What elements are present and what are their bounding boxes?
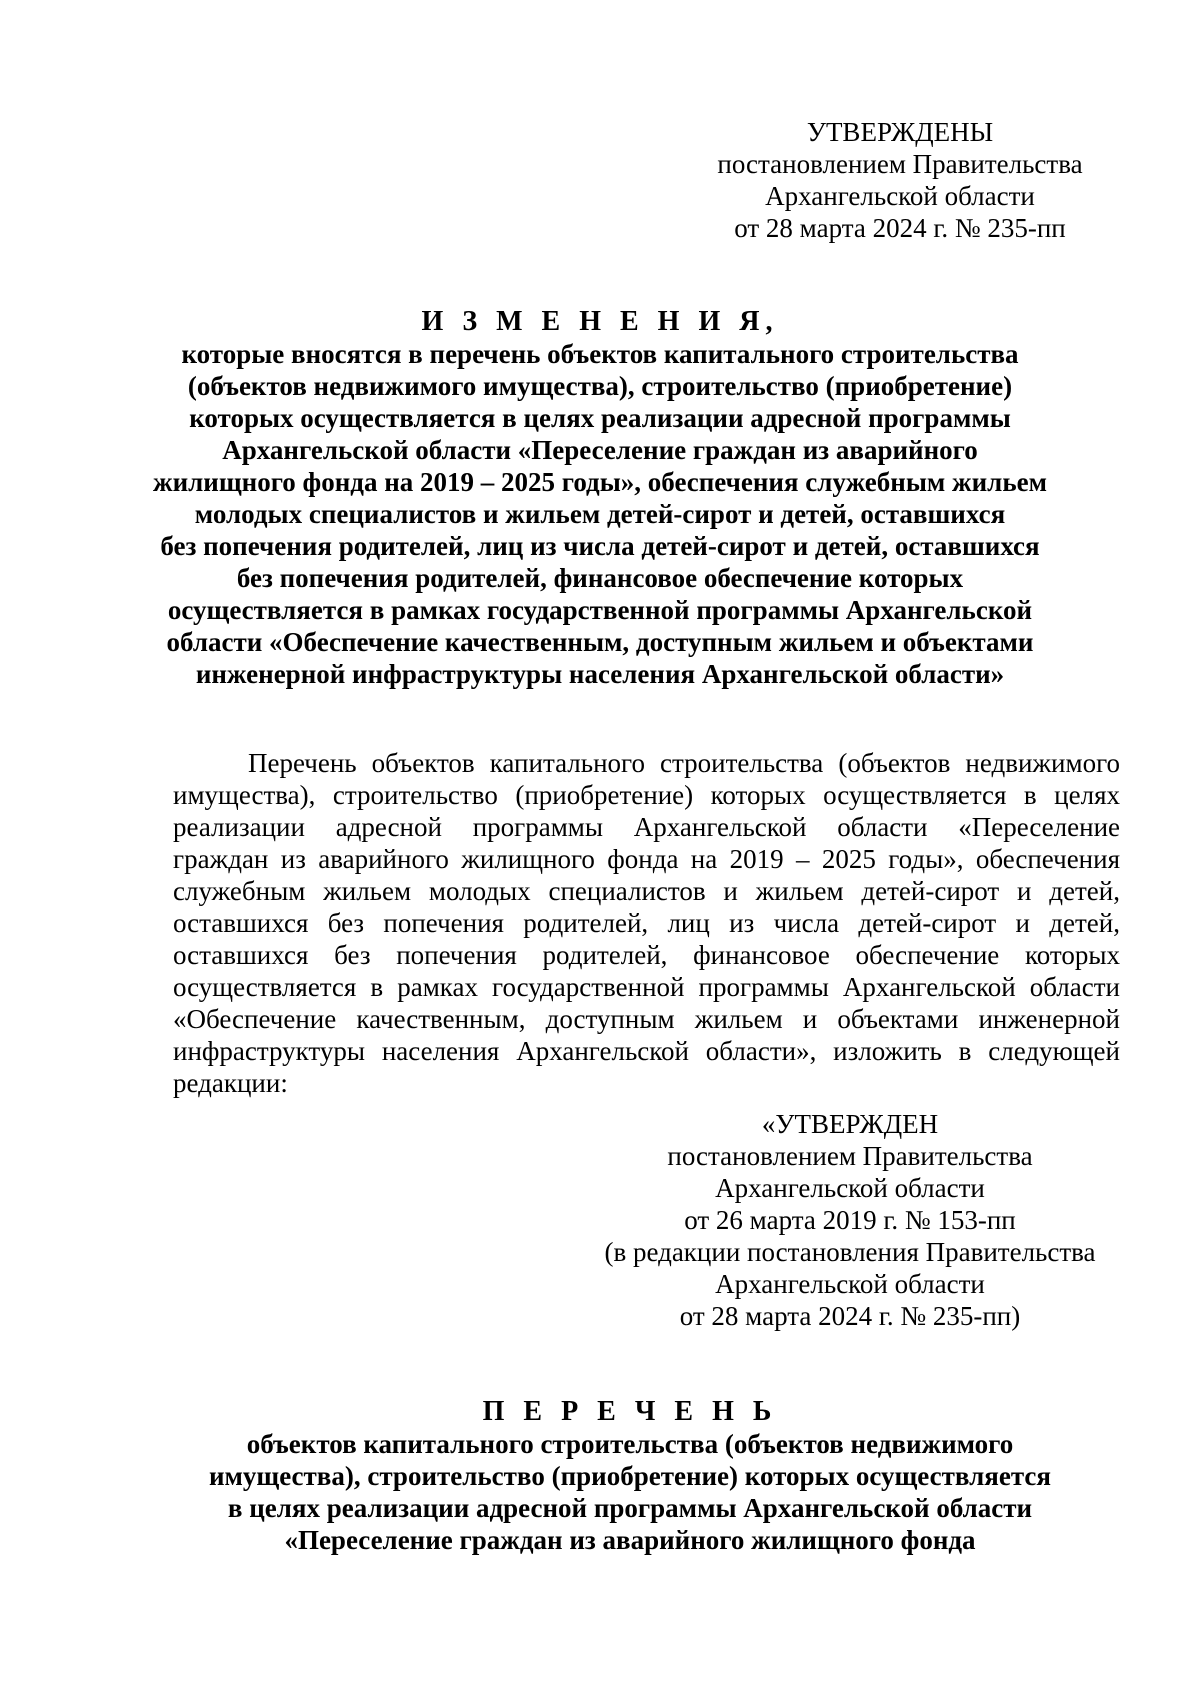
changes-title: И З М Е Н Е Н И Я, <box>421 306 779 337</box>
list-title: П Е Р Е Ч Е Н Ь <box>482 1396 778 1427</box>
body-line: оставшихся без попечения родителей, лиц из числа детей-сирот и детей, <box>173 908 1120 938</box>
quoted-approval-line: (в редакции постановления Правительства <box>604 1237 1096 1267</box>
changes-heading-line: инженерной инфраструктуры населения Архангельской области» <box>195 659 1005 689</box>
body-line: редакции: <box>173 1068 288 1098</box>
changes-heading <box>80 306 1120 690</box>
changes-heading-line: жилищного фонда на 2019 – 2025 годы», обеспечения служебным жильем <box>153 467 1047 497</box>
body-paragraph <box>173 747 1120 1099</box>
quoted-approval-line: Архангельской области <box>715 1269 985 1299</box>
changes-heading-line: которых осуществляется в целях реализации адресной программы <box>189 403 1011 433</box>
changes-heading-line: области «Обеспечение качественным, доступным жильем и объектами <box>166 627 1034 657</box>
list-heading-line: имущества), строительство (приобретение) которых осуществляется <box>208 1461 1052 1491</box>
body-line: Перечень объектов капитального строительства (объектов недвижимого <box>248 748 1120 778</box>
changes-heading-line: без попечения родителей, финансовое обеспечение которых <box>236 563 964 593</box>
body-line: «Обеспечение качественным, доступным жильем и объектами инженерной <box>173 1004 1120 1034</box>
body-line: служебным жильем молодых специалистов и жильем детей-сирот и детей, <box>173 876 1120 906</box>
body-line: реализации адресной программы Архангельской области «Переселение <box>173 812 1120 842</box>
quoted-approval-line: Архангельской области <box>715 1173 985 1203</box>
approval-line: постановлением Правительства <box>717 149 1083 179</box>
list-heading <box>110 1396 1150 1556</box>
quoted-approval-line: от 26 марта 2019 г. № 153-пп <box>684 1205 1016 1235</box>
changes-heading-line: Архангельской области «Переселение граждан из аварийного <box>222 435 978 465</box>
approval-stamp-top <box>700 116 1100 244</box>
approval-line: УТВЕРЖДЕНЫ <box>806 117 994 147</box>
changes-heading-line: осуществляется в рамках государственной программы Архангельской <box>167 595 1033 625</box>
list-heading-line: «Переселение граждан из аварийного жилищного фонда <box>284 1525 976 1555</box>
changes-heading-line: которые вносятся в перечень объектов капитального строительства <box>181 339 1019 369</box>
quoted-approval-line: постановлением Правительства <box>667 1141 1033 1171</box>
approval-line: от 28 марта 2024 г. № 235-пп <box>734 213 1066 243</box>
body-line: имущества), строительство (приобретение) которых осуществляется в целях <box>173 780 1120 810</box>
body-line: граждан из аварийного жилищного фонда на 2019 – 2025 годы», обеспечения <box>173 844 1120 874</box>
quoted-approval-line: «УТВЕРЖДЕН <box>761 1109 939 1139</box>
body-line: инфраструктуры населения Архангельской области», изложить в следующей <box>173 1036 1120 1066</box>
list-heading-line: объектов капитального строительства (объектов недвижимого <box>246 1429 1014 1459</box>
body-line: осуществляется в рамках государственной программы Архангельской области <box>173 972 1120 1002</box>
list-heading-line: в целях реализации адресной программы Архангельской области <box>227 1493 1033 1523</box>
quoted-approval-line: от 28 марта 2024 г. № 235-пп) <box>679 1301 1021 1331</box>
body-line: оставшихся без попечения родителей, финансовое обеспечение которых <box>173 940 1120 970</box>
approval-stamp-quoted <box>590 1108 1110 1332</box>
changes-heading-line: (объектов недвижимого имущества), строительство (приобретение) <box>187 371 1013 401</box>
changes-heading-line: молодых специалистов и жильем детей-сирот и детей, оставшихся <box>194 499 1006 529</box>
approval-line: Архангельской области <box>765 181 1035 211</box>
changes-heading-line: без попечения родителей, лиц из числа детей-сирот и детей, оставшихся <box>160 531 1040 561</box>
